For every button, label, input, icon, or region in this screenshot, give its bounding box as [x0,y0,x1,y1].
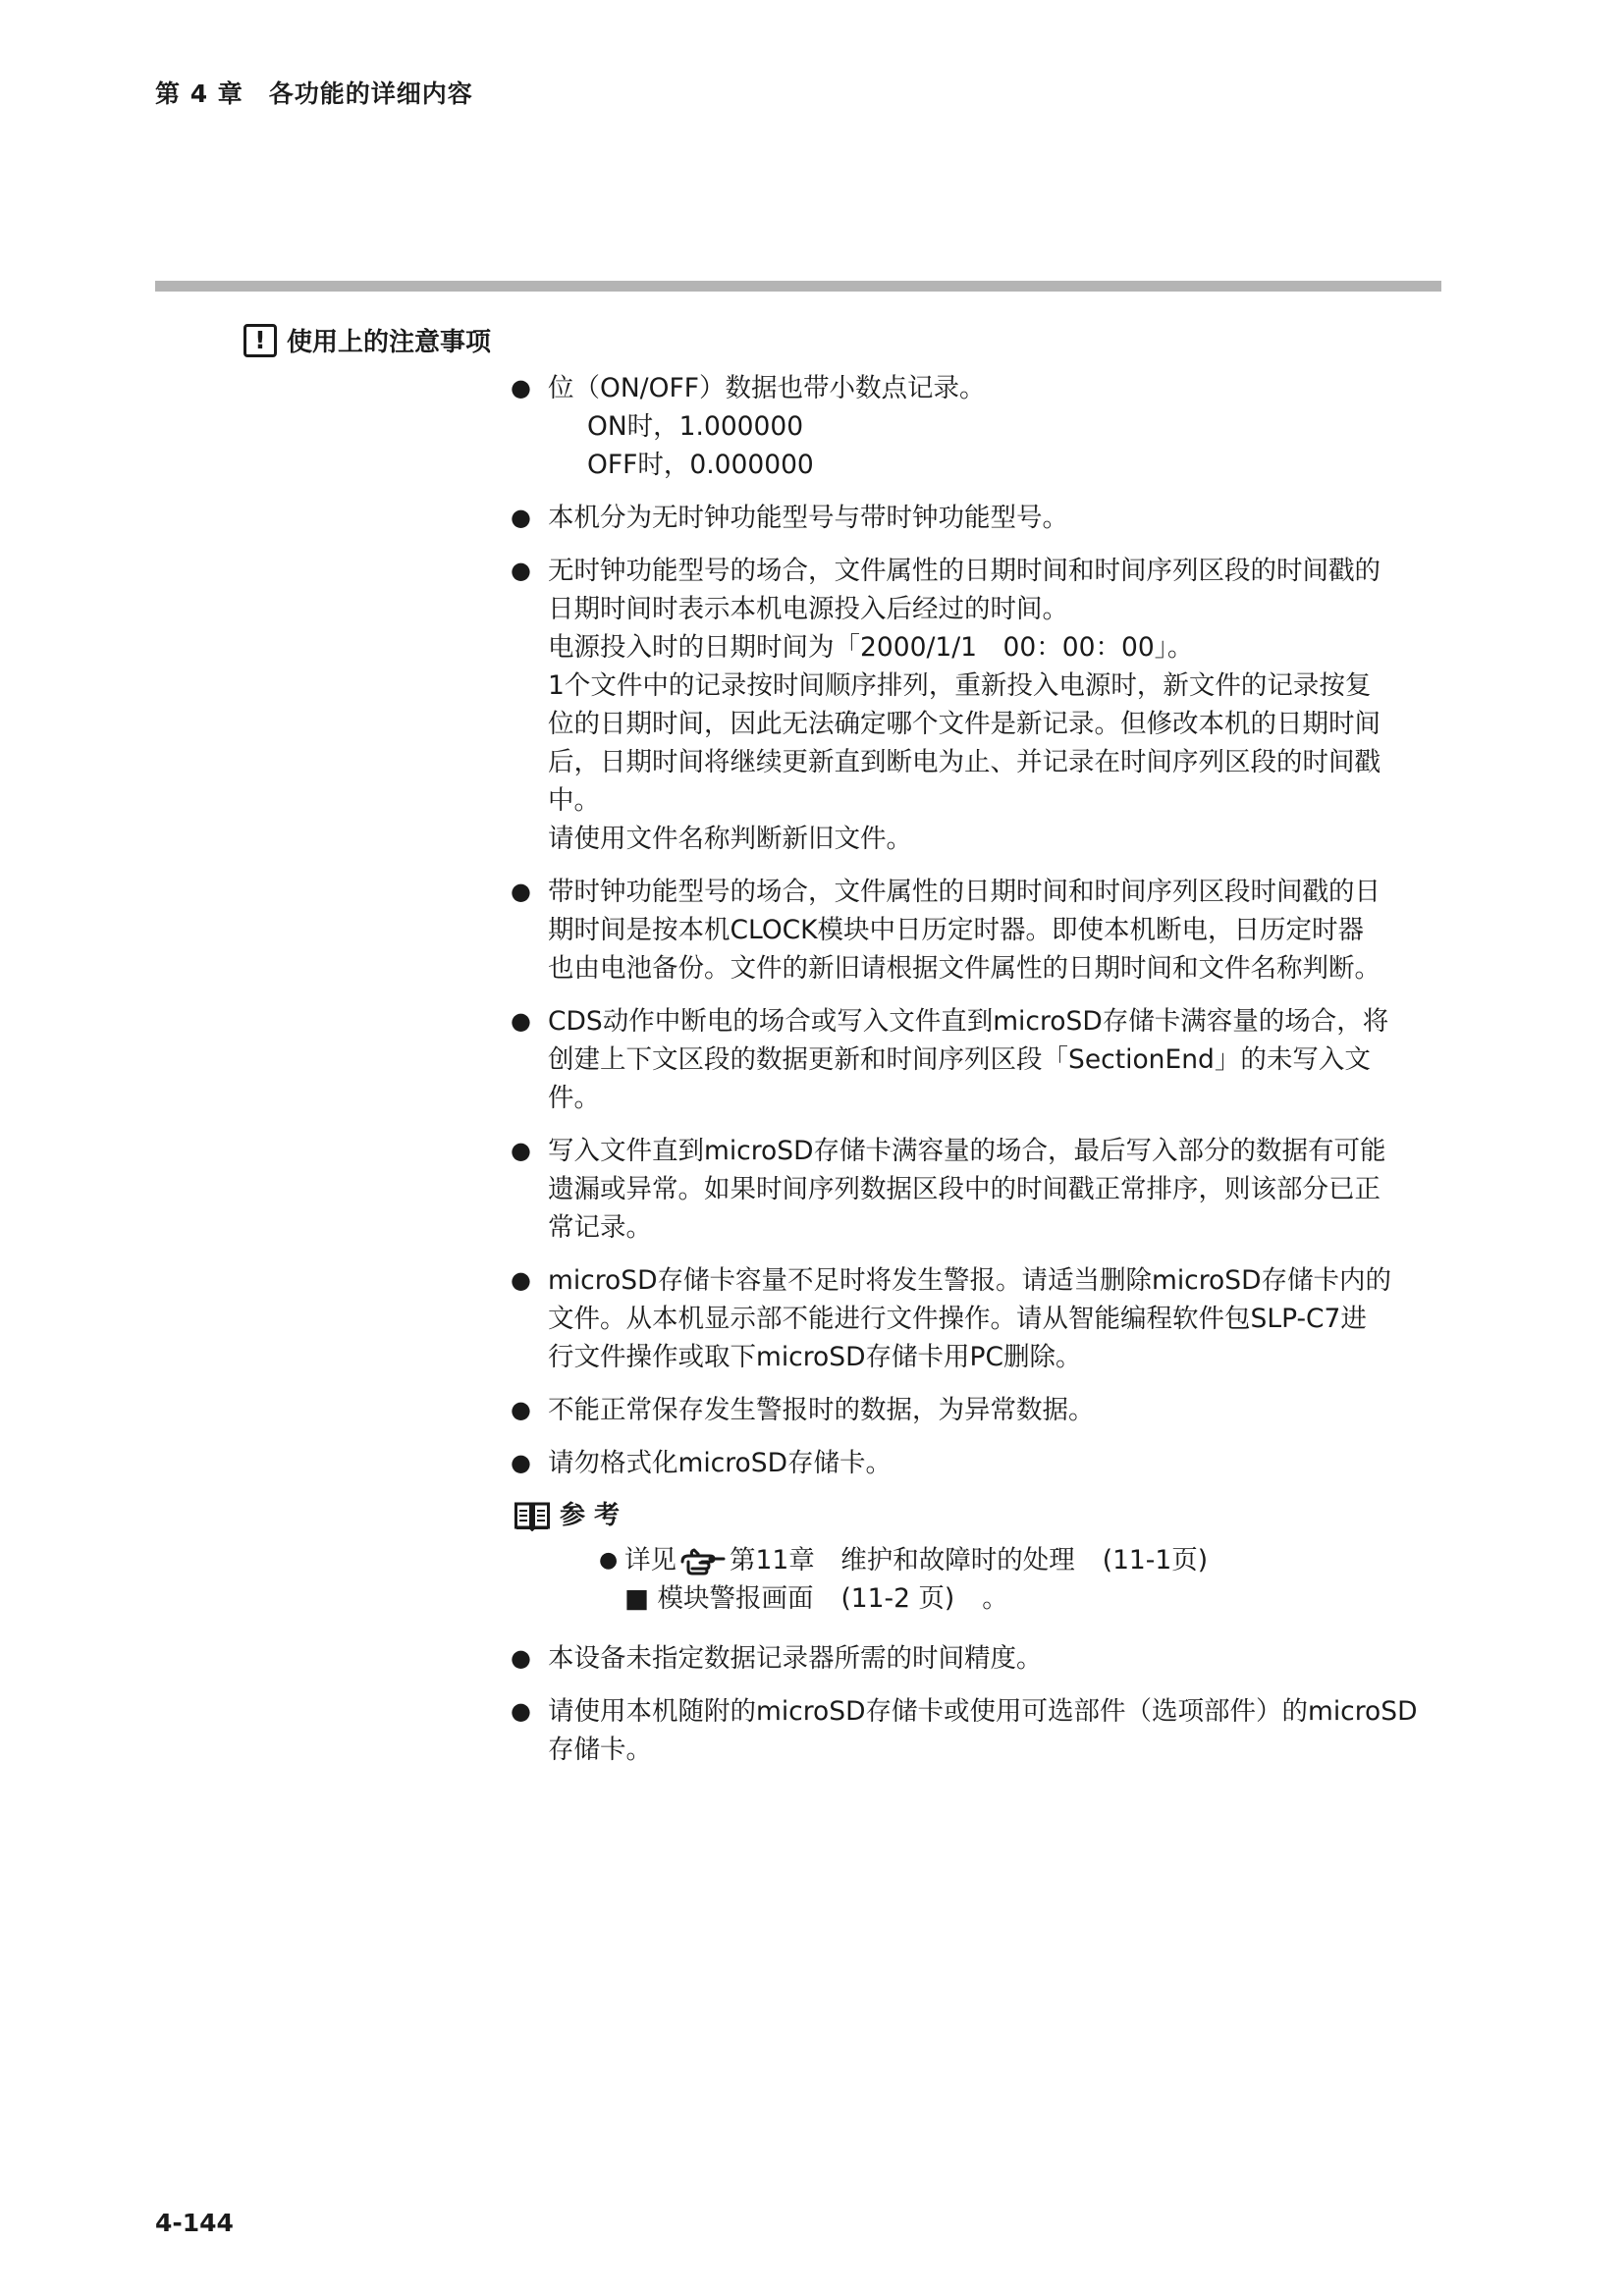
bullet: ● [511,1644,531,1672]
pointing-hand-icon [680,1548,726,1575]
bullet: ● [511,1266,531,1294]
bullet: ● [511,878,531,905]
chapter-title: 第 4 章 各功能的详细内容 [155,80,473,108]
list-item [511,1132,1443,1247]
item-line: 本机分为无时钟功能型号与带时钟功能型号。 [548,503,1068,533]
item-line: 写入文件直到microSD存储卡满容量的场合，最后写入部分的数据有可能 [548,1136,1386,1166]
item-subline: ON时，1.000000 [587,411,804,442]
section-divider [155,281,1441,292]
list-item [511,1261,1443,1376]
bullet: ● [511,1137,531,1164]
list-item [511,552,1443,858]
bullet: ● [511,374,531,401]
item-line: 文件。从本机显示部不能进行文件操作。请从智能编程软件包SLP-C7进 [548,1304,1367,1334]
item-line: 请使用本机随附的microSD存储卡或使用可选部件（选项部件）的microSD [548,1696,1418,1727]
caution-list [511,369,1443,1784]
bullet: ● [511,1007,531,1035]
reference-line [599,1541,1443,1579]
item-line: 位的日期时间，因此无法确定哪个文件是新记录。但修改本机的日期时间 [548,709,1380,739]
list-item [511,1002,1443,1117]
book-icon [514,1502,550,1531]
reference-heading [514,1497,1443,1535]
list-item [511,1444,1443,1482]
item-line: 中。 [548,785,600,816]
list-item [511,1391,1443,1429]
item-line: 也由电池备份。文件的新旧请根据文件属性的日期时间和文件名称判断。 [548,953,1380,984]
list-item [511,369,1443,484]
bullet: ● [599,1548,619,1573]
item-line: 无时钟功能型号的场合，文件属性的日期时间和时间序列区段的时间戳的 [548,556,1380,586]
item-line: CDS动作中断电的场合或写入文件直到microSD存储卡满容量的场合，将 [548,1006,1389,1037]
bullet: ● [511,1396,531,1423]
list-item [511,1692,1443,1769]
item-line: 本设备未指定数据记录器所需的时间精度。 [548,1643,1043,1674]
item-line: 件。 [548,1083,600,1113]
item-line: 日期时间时表示本机电源投入后经过的时间。 [548,594,1068,624]
reference-chapter-link[interactable]: 第11章 维护和故障时的处理 [730,1545,1075,1575]
item-subline: OFF时，0.000000 [587,450,814,480]
list-item [511,873,1443,988]
item-line: 行文件操作或取下microSD存储卡用PC删除。 [548,1342,1082,1372]
page-number: 4-144 [155,2209,234,2237]
item-line: 位（ON/OFF）数据也带小数点记录。 [548,373,986,403]
item-line: 常记录。 [548,1212,652,1243]
list-item [511,1639,1443,1678]
reference-end-mark: 。 [982,1583,1008,1614]
caution-heading [244,322,491,358]
item-line: 创建上下文区段的数据更新和时间序列区段「SectionEnd」的未写入文 [548,1044,1371,1075]
item-line: 带时钟功能型号的场合，文件属性的日期时间和时间序列区段时间戳的日 [548,877,1380,907]
reference-chapter-page: (11-1页) [1102,1545,1209,1575]
item-line: 期时间是按本机CLOCK模块中日历定时器。即使本机断电，日历定时器 [548,915,1365,945]
item-line: 1个文件中的记录按时间顺序排列，重新投入电源时，新文件的记录按复 [548,670,1372,701]
reference-heading-text: 参 考 [560,1501,621,1530]
bullet: ● [511,1449,531,1476]
item-line: 请使用文件名称判断新旧文件。 [548,824,912,854]
item-line: 不能正常保存发生警报时的数据，为异常数据。 [548,1395,1095,1425]
item-line: 遗漏或异常。如果时间序列数据区段中的时间戳正常排序，则该部分已正 [548,1174,1380,1204]
bullet: ● [511,504,531,531]
reference-block [511,1541,1443,1618]
reference-line [599,1579,1443,1618]
reference-section-page: (11-2 页) [840,1583,955,1614]
bullet: ● [511,1697,531,1725]
reference-section-link[interactable]: ■ 模块警报画面 [624,1583,814,1614]
list-item [511,499,1443,537]
item-line: 存储卡。 [548,1735,652,1765]
item-line: 电源投入时的日期时间为「2000/1/1 00：00：00」。 [548,632,1194,663]
reference-prefix: 详见 [624,1545,677,1575]
item-line: 后，日期时间将继续更新直到断电为止、并记录在时间序列区段的时间戳 [548,747,1380,777]
item-line: microSD存储卡容量不足时将发生警报。请适当删除microSD存储卡内的 [548,1265,1391,1296]
caution-exclamation-icon: ! [244,324,277,357]
bullet: ● [511,557,531,584]
caution-heading-text: 使用上的注意事项 [287,328,492,357]
item-line: 请勿格式化microSD存储卡。 [548,1448,892,1478]
